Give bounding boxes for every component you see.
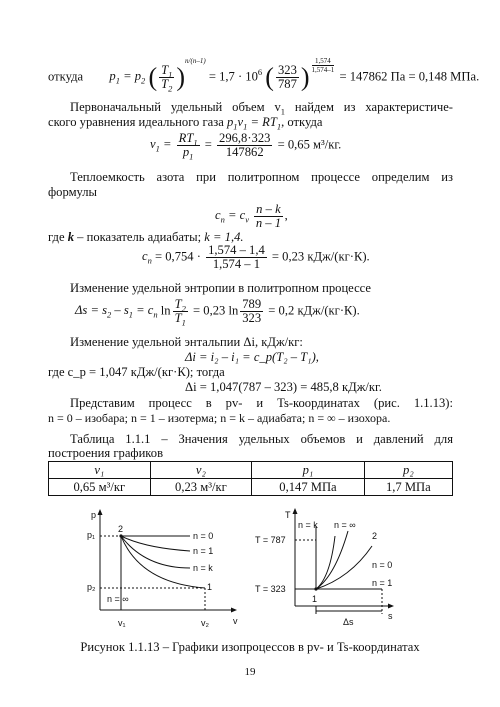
word-otkuda: откуда — [48, 69, 84, 84]
table-header-cell: p₂ — [364, 462, 452, 479]
para6-line: где c_p = 1,047 кДж/(кг·К); тогда — [48, 365, 225, 379]
ts-xlabel: s — [388, 611, 393, 621]
table-cell: 1,7 МПа — [364, 479, 452, 496]
ts-isochore — [316, 531, 348, 589]
eq1-pexp: n/(n–1) — [185, 57, 206, 66]
table-header-cell: p₁ — [252, 462, 365, 479]
table-caption-line2: построения графиков — [48, 446, 164, 460]
equation-cn-value: $c_n = 0,754$ · $\frac{1,574 - 1,4}{1,574 - 1}$ = 0,23 кДж/(кг·К). — [142, 243, 370, 271]
ts-ylabel: T — [285, 510, 291, 520]
ts-point2-label: 2 — [372, 531, 378, 541]
para4-line: Изменение удельной энтропии в политропном процессе — [70, 281, 372, 295]
table-caption-line1: Таблица 1.1.1 – Значения удельных объемов и давлений для — [70, 432, 453, 446]
para7-line2: n = 0 – изобара; n = 1 – изотерма; n = k – адиабата; n = ∞ – изохора. — [48, 411, 391, 425]
para5-line: Изменение удельной энтальпии Δi, кДж/кг: — [70, 335, 303, 349]
pv-x-arrow — [231, 608, 237, 613]
pv-n0-label: n = 0 — [193, 531, 214, 541]
table-cell: 0,23 м³/кг — [150, 479, 252, 496]
equation-di-value: Δi = 1,047(787 – 323) = 485,8 кДж/кг. — [185, 380, 382, 394]
pv-diagram — [85, 508, 245, 630]
ts-polytrope — [316, 536, 335, 589]
table-row — [49, 479, 453, 496]
pv-n1-label: n = 1 — [193, 546, 214, 556]
table-header-cell: v₁ — [49, 462, 151, 479]
para1-line1: Первоначальный удельный объем $v_1$ найдем из характеристиче- — [70, 100, 453, 117]
eq1-tfrac: $\frac{T_1}{T_2}$ — [161, 63, 173, 94]
pv-v1-label: v₁ — [118, 618, 126, 628]
ts-point1 — [314, 587, 317, 590]
ts-thigh-label: T = 787 — [255, 535, 286, 545]
paren-close-2: ) — [300, 62, 310, 92]
table-header-row — [49, 462, 453, 479]
ts-x-arrow — [388, 604, 394, 609]
pv-point2 — [119, 534, 122, 537]
ts-isobar — [316, 546, 372, 589]
para2-line1: Теплоемкость азота при политропном процессе определим из — [70, 170, 453, 184]
ts-tlow-label: T = 323 — [255, 584, 286, 594]
page-number: 19 — [244, 666, 256, 678]
table-header-cell: v₂ — [150, 462, 252, 479]
pv-v2-label: v₂ — [201, 618, 209, 628]
eq1-const: = 1,7 · 10 — [208, 69, 258, 84]
pv-p1-label: p₁ — [87, 530, 96, 540]
pv-isotherm — [121, 536, 190, 551]
values-table — [48, 461, 453, 496]
equation-di: Δi = i₂ – i₁ = c_p(T₂ – T₁), — [185, 350, 319, 364]
equation-v1: $v_1$ = $\frac{RT_1}{p_1}$ = $\frac{296,8\cdot 323}{147862}$ = 0,65 м³/кг. — [150, 131, 342, 162]
ts-ds-label: Δs — [343, 617, 354, 627]
table-cell: 0,65 м³/кг — [49, 479, 151, 496]
ts-point1-label: 1 — [312, 594, 318, 604]
eq1-lhs: $p_1 = p_2$ — [109, 69, 146, 86]
pv-p2-label: p₂ — [87, 582, 96, 592]
para7-line1: Представим процесс в pv- и Ts-координатах (рис. 1.1.13): — [70, 396, 453, 410]
eq1-result: = 147862 Па = 0,148 МПа. — [339, 69, 480, 84]
pv-nk-label: n = k — [193, 563, 213, 573]
paren-open-2: ( — [265, 62, 274, 92]
equation-ds: $\Delta s = s_2 - s_1 = c_n$ ln $\frac{T_2}{T_1}$ = 0,23 ln $\frac{789}{323}$ = 0,2 кДж/(кг·К). — [75, 297, 360, 328]
pv-y-arrow — [98, 509, 103, 515]
pv-point1-label: 1 — [207, 582, 213, 592]
equation-cn: $c_n = c_v$ $\frac{n - k}{n - 1}$ , — [215, 202, 288, 230]
ts-ninf-label: n = ∞ — [334, 520, 356, 530]
ts-y-arrow — [293, 508, 298, 514]
para1-line2: ского уравнения идеального газа $p_1v_1 = RT_1$, откуда — [48, 115, 323, 132]
para3-line: где k – показатель адиабаты; k = 1,4. — [48, 230, 244, 244]
pv-polytrope — [121, 536, 205, 588]
ts-diagram — [250, 506, 410, 636]
eq1-outer-exp: $\frac{1,574}{1,574-1}$ — [311, 57, 335, 74]
eq1-exp: 6 — [257, 67, 263, 78]
eq1-frac: $\frac{323}{787}$ — [277, 63, 297, 91]
ts-nk-label: n = k — [298, 520, 318, 530]
paren-open: ( — [148, 62, 158, 92]
figure-caption: Рисунок 1.1.13 – Графики изопроцессов в pv- и Ts-координатах — [80, 640, 420, 654]
pv-ninf-label: n = ∞ — [107, 594, 129, 604]
ts-n0-label: n = 0 — [372, 560, 393, 570]
paren-close: ) — [176, 62, 186, 92]
table-cell: 0,147 МПа — [252, 479, 365, 496]
equation-p1 — [48, 57, 480, 94]
ts-n1-label: n = 1 — [372, 578, 393, 588]
pv-point2-label: 2 — [118, 524, 124, 534]
para2-line2: формулы — [48, 185, 98, 199]
pv-ylabel: p — [91, 510, 97, 520]
pv-xlabel: v — [233, 616, 238, 626]
